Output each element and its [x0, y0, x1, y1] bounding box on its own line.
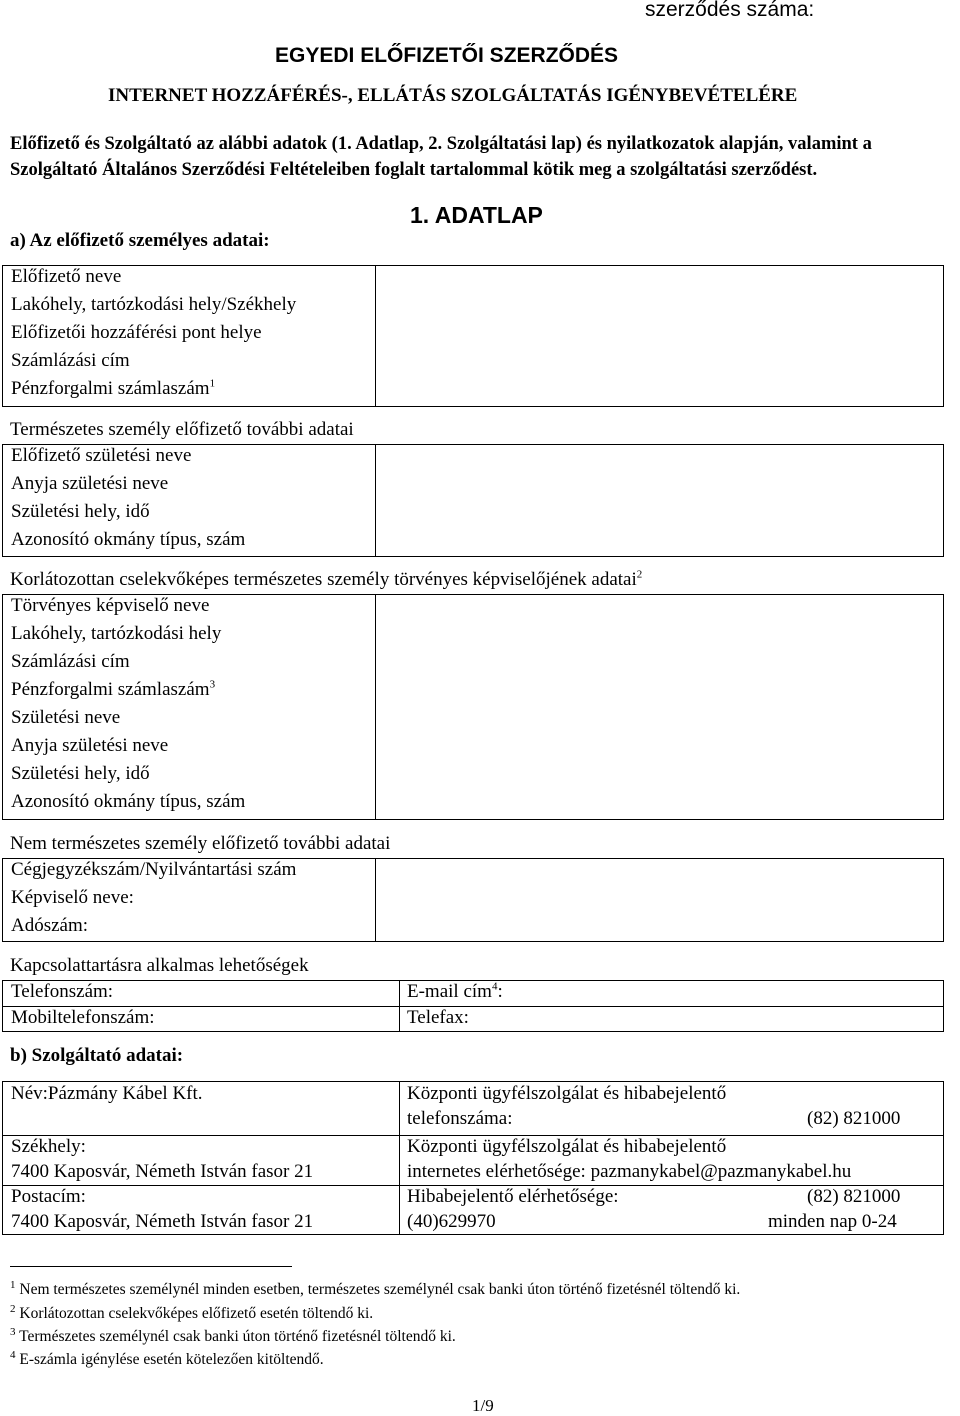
footnote-text: Természetes személynél csak banki úton történő fizetésnél töltendő ki. [19, 1328, 456, 1345]
row-label: Anyja születési neve [11, 473, 169, 494]
contact-table [2, 980, 944, 1032]
row-label: Számlázási cím [11, 350, 130, 371]
table-row [3, 915, 943, 943]
table-row [3, 595, 943, 623]
table-row [3, 791, 943, 819]
sheet-title: 1. ADATLAP [410, 202, 543, 228]
row-label: Lakóhely, tartózkodási hely/Székhely [11, 294, 297, 315]
mobile-label: Mobiltelefonszám: [11, 1007, 155, 1028]
column-divider [399, 981, 400, 1031]
legal-entity-heading: Nem természetes személy előfizető további adatai [10, 833, 391, 854]
phone-label: Telefonszám: [11, 981, 114, 1002]
intro-paragraph [10, 131, 960, 183]
contract-number-label: szerződés száma: [645, 0, 815, 21]
footnote-number: 2 [10, 1302, 16, 1315]
row-label: Születési hely, idő [11, 763, 150, 784]
email-colon: : [497, 981, 503, 1002]
column-divider [375, 266, 376, 406]
row-label-text: Pénzforgalmi számlaszám [11, 378, 210, 399]
table-row [3, 529, 943, 557]
row-label: Lakóhely, tartózkodási hely [11, 623, 222, 644]
footnote-ref: 3 [209, 678, 216, 691]
table-row [3, 735, 943, 763]
table-row [3, 473, 943, 501]
footnote [10, 1278, 741, 1299]
column-divider [399, 1082, 400, 1234]
table-row [3, 859, 943, 887]
row-label: Törvényes képviselő neve [11, 595, 210, 616]
table-row [3, 322, 943, 350]
intro-line-2: Szolgáltató Általános Szerződési Feltételeiben foglalt tartalommal kötik meg a szolgáltatási szerződést. [10, 160, 818, 180]
footnote [10, 1348, 324, 1369]
footnote-ref: 2 [636, 568, 643, 581]
legal-entity-table [2, 858, 944, 942]
row-label [11, 378, 215, 400]
support-phone-line1: Központi ügyfélszolgálat és hibabejelentő [407, 1083, 727, 1104]
table-row [3, 501, 943, 529]
support-web-line1: Központi ügyfélszolgálat és hibabejelentő [407, 1136, 727, 1157]
table-row [3, 981, 943, 1007]
table-row [3, 679, 943, 707]
table-row [3, 1135, 943, 1185]
footnote-number: 4 [10, 1348, 16, 1361]
fax-label: Telefax: [407, 1007, 469, 1028]
table-row [3, 887, 943, 915]
row-label-text: Pénzforgalmi számlaszám [11, 679, 210, 700]
table-row [3, 651, 943, 679]
fault-report-number-2: (40)629970 [407, 1211, 496, 1232]
document-title: EGYEDI ELŐFIZETŐI SZERZŐDÉS [275, 44, 619, 67]
column-divider [375, 445, 376, 556]
hq-label: Székhely: [11, 1136, 86, 1157]
natural-person-heading: Természetes személy előfizető további adatai [10, 419, 354, 440]
footnote [10, 1302, 374, 1323]
hq-address: 7400 Kaposvár, Németh István fasor 21 [11, 1161, 314, 1182]
row-label: Képviselő neve: [11, 887, 134, 908]
legal-rep-heading-text: Korlátozottan cselekvőképes természetes személy törvényes képviselőjének adatai [10, 569, 637, 590]
document-subtitle: INTERNET HOZZÁFÉRÉS-, ELLÁTÁS SZOLGÁLTATÁS IGÉNYBEVÉTELÉRE [108, 85, 798, 106]
column-divider [375, 859, 376, 941]
table-row [3, 294, 943, 322]
contact-heading: Kapcsolattartásra alkalmas lehetőségek [10, 955, 309, 976]
natural-person-table [2, 444, 944, 557]
support-web-line2: internetes elérhetősége: pazmanykabel@pazmanykabel.hu [407, 1161, 852, 1182]
footnote-separator [10, 1266, 292, 1267]
post-label: Postacím: [11, 1186, 86, 1207]
provider-name: Név:Pázmány Kábel Kft. [11, 1083, 203, 1104]
footnote-text: Korlátozottan cselekvőképes előfizető esetén töltendő ki. [19, 1305, 374, 1322]
footnote [10, 1325, 456, 1346]
fault-report-hours: minden nap 0-24 [768, 1211, 897, 1232]
table-row [3, 707, 943, 735]
row-label: Azonosító okmány típus, szám [11, 529, 246, 550]
table-row [3, 378, 943, 406]
table-row [3, 350, 943, 378]
row-label: Azonosító okmány típus, szám [11, 791, 246, 812]
legal-rep-heading [10, 569, 642, 591]
row-label: Cégjegyzékszám/Nyilvántartási szám [11, 859, 297, 880]
table-row [3, 445, 943, 473]
table-row [3, 266, 943, 294]
row-label: Születési neve [11, 707, 121, 728]
row-label: Adószám: [11, 915, 89, 936]
table-row [3, 763, 943, 791]
footnote-number: 3 [10, 1325, 16, 1338]
row-label: Előfizető neve [11, 266, 122, 287]
legal-rep-table [2, 594, 944, 820]
table-row [3, 1185, 943, 1235]
row-label: Számlázási cím [11, 651, 130, 672]
footnote-text: E-számla igénylése esetén kötelezően kitöltendő. [19, 1351, 324, 1368]
table-row [3, 1082, 943, 1135]
footnote-ref: 4 [491, 980, 498, 993]
table-row [3, 1006, 943, 1032]
footnote-text: Nem természetes személynél minden esetben, természetes személynél csak banki úton történő fizetésnél töltendő ki. [19, 1281, 741, 1298]
fault-report-label: Hibabejelentő elérhetősége: [407, 1186, 619, 1207]
fault-report-number-1: (82) 821000 [807, 1186, 901, 1207]
email-label [407, 981, 503, 1003]
subscriber-data-table [2, 265, 944, 407]
section-b-heading: b) Szolgáltató adatai: [10, 1045, 184, 1066]
section-a-heading: a) Az előfizető személyes adatai: [10, 230, 270, 251]
provider-table [2, 1081, 944, 1235]
page-number: 1/9 [472, 1396, 494, 1415]
column-divider [375, 595, 376, 819]
row-label: Születési hely, idő [11, 501, 150, 522]
post-address: 7400 Kaposvár, Németh István fasor 21 [11, 1211, 314, 1232]
intro-line-1: Előfizető és Szolgáltató az alábbi adatok (1. Adatlap, 2. Szolgáltatási lap) és nyilatkozatok alapján, valamint a [10, 134, 872, 154]
row-label: Előfizetői hozzáférési pont helye [11, 322, 262, 343]
row-label: Előfizető születési neve [11, 445, 192, 466]
support-phone-number: (82) 821000 [807, 1108, 901, 1129]
table-row [3, 623, 943, 651]
row-label [11, 679, 215, 701]
email-label-text: E-mail cím [407, 981, 492, 1002]
footnote-number: 1 [10, 1278, 16, 1291]
support-phone-line2: telefonszáma: [407, 1108, 513, 1129]
row-label: Anyja születési neve [11, 735, 169, 756]
footnote-ref: 1 [209, 377, 216, 390]
